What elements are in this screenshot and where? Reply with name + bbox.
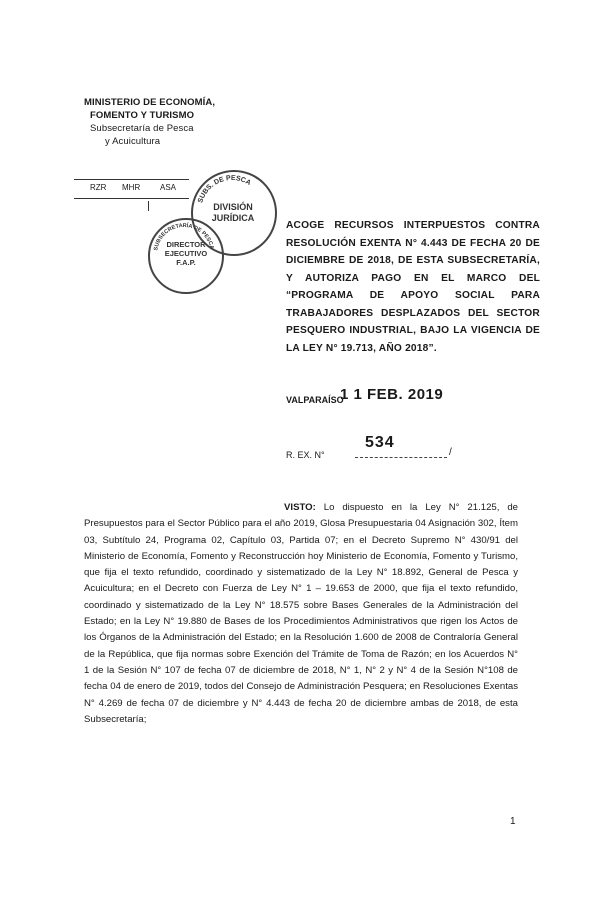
initials-box [74,179,189,217]
initials-rzr: RZR [90,183,107,192]
resolution-number-label: R. EX. N° [286,450,325,460]
initials-row [74,179,189,199]
ministry-name: MINISTERIO DE ECONOMÍA, [84,97,216,108]
juridica-stamp-line2: JURÍDICA [211,213,255,223]
director-stamp-line3: F.A.P. [176,258,196,267]
director-stamp-line1: DIRECTOR [166,240,206,249]
visto-paragraph [84,500,518,728]
initials-asa: ASA [160,183,177,192]
director-stamp [148,218,224,294]
ministry-header [84,96,215,148]
svg-text:SUBS. DE PESCA [197,175,252,204]
subsecretaria-name-cont: y Acuicultura [105,136,161,147]
place-label: VALPARAÍSO [286,395,344,405]
director-stamp-ring-text: SUBSECRETARÍA DE PESCA [153,222,215,252]
visto-label: VISTO: [284,502,316,513]
initials-mhr: MHR [122,183,141,192]
resolution-number-slash: / [449,447,452,458]
resolution-number-line [355,457,447,458]
resolution-title: ACOGE RECURSOS INTERPUESTOS CONTRA RESOLUCIÓN EXENTA N° 4.443 DE FECHA 20 DE DICIEMBRE DE 2018, DE ESTA SUBSECRETARÍA, Y AUTORIZA PAGO EN EL MARCO DEL “PROGRAMA DE APOYO SOCIAL PARA TRABAJADORES DESPLAZADOS DEL SECTOR PESQUERO INDUSTRIAL, BAJO LA VIGENCIA DE LA LEY N° 19.713, AÑO 2018”. [286,220,540,354]
page-number: 1 [510,816,516,827]
resolution-number: 534 [365,434,395,451]
juridica-stamp-line1: DIVISIÓN [213,202,253,212]
visto-text: Lo dispuesto en la Ley N° 21.125, de Presupuestos para el Sector Público para el año 2019, Glosa Presupuestaria 04 Asignación 302, Ítem 03, Subtítulo 24, Programa 02, Capítulo 03, Partida 07; en el Decreto Supremo N° 430/91 del Ministerio de Economía, Fomento y Reconstrucción hoy Ministerio de Economía, Fomento y Turismo, que fija el texto refundido, coordinado y sistematizado de la Ley N° 18.892, General de Pesca y Acuicultura; en el Decreto con Fuerza de Ley N° 1 – 19.653 de 2000, que fija el texto refundido, coordinado y sistematizado de la Ley N° 18.575 sobre Bases Generales de la Administración del Estado; en la Ley N° 19.880 de Bases de los Procedimientos Administrativos que rigen los Actos de los Órganos de la Administración del Estado; en la Resolución 1.600 de 2008 de Contraloría General de la República, que fija normas sobre Exención del Trámite de Toma de Razón; en los Acuerdos N° 1 de la Sesión N° 107 de fecha 07 de diciembre de 2018, N° 1, N° 2 y N° 4 de la Sesión N°108 de fecha 04 de enero de 2019, todos del Consejo de Administración Pesquera; en Resoluciones Exentas N° 4.269 de fecha 07 de diciembre y N° 4.443 de fecha 20 de diciembre ambas de 2018, de esta Subsecretaría; [84,502,519,725]
subsecretaria-name: Subsecretaría de Pesca [90,123,194,134]
director-stamp-line2: EJECUTIVO [164,249,208,258]
juridica-stamp-ring-text: SUBS. DE PESCA [197,174,252,204]
date-stamp: 1 1 FEB. 2019 [340,386,444,403]
initials-divider [148,201,149,211]
ministry-name-cont: FOMENTO Y TURISMO [90,110,195,121]
